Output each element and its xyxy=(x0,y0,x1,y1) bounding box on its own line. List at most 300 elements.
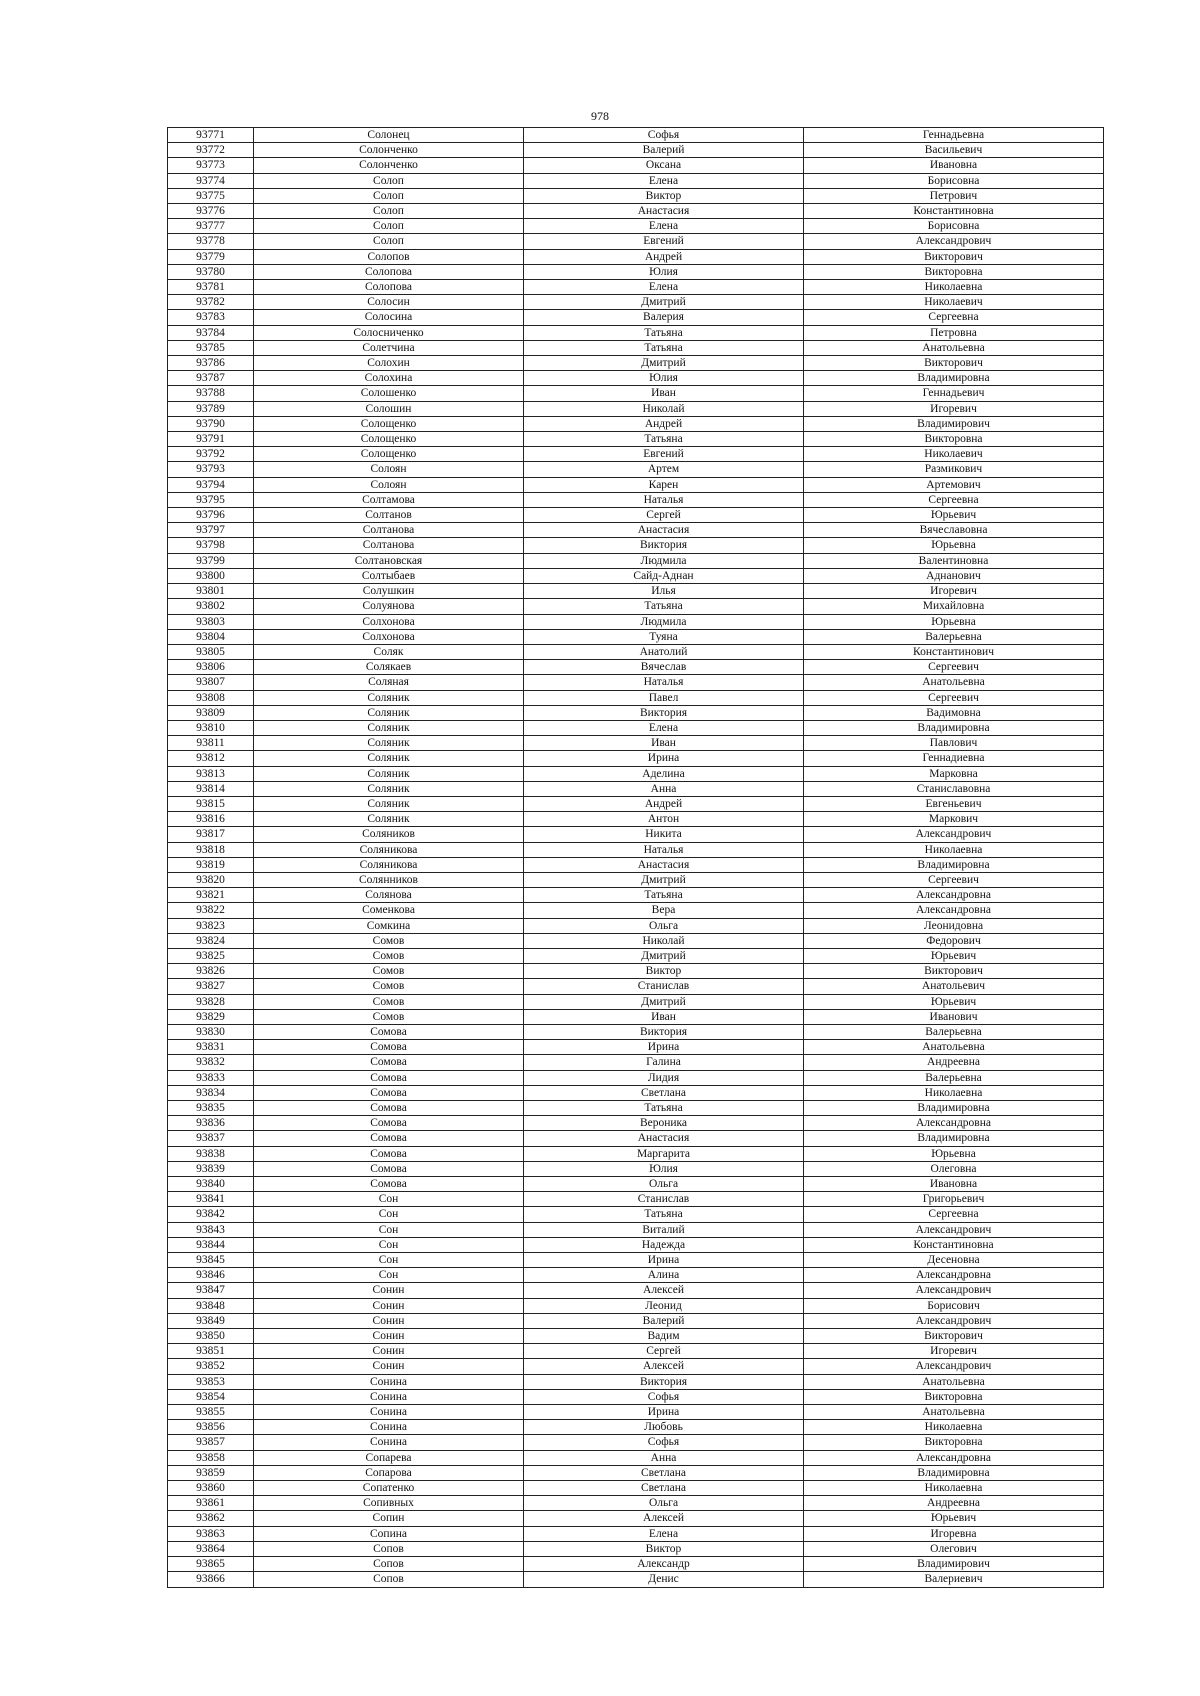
record-number-cell: 93833 xyxy=(168,1070,254,1085)
patronymic-cell: Александрович xyxy=(804,1359,1104,1374)
patronymic-cell: Александровна xyxy=(804,1116,1104,1131)
first-name-cell: Виталий xyxy=(524,1222,804,1237)
table-row xyxy=(168,827,1104,842)
table-row xyxy=(168,416,1104,431)
first-name-cell: Анатолий xyxy=(524,644,804,659)
first-name-cell: Наталья xyxy=(524,675,804,690)
table-row xyxy=(168,204,1104,219)
surname-cell: Соляникова xyxy=(254,857,524,872)
table-row xyxy=(168,143,1104,158)
patronymic-cell: Юрьевич xyxy=(804,948,1104,963)
first-name-cell: Елена xyxy=(524,173,804,188)
patronymic-cell: Валерьевна xyxy=(804,1070,1104,1085)
surname-cell: Соляная xyxy=(254,675,524,690)
patronymic-cell: Валерьевна xyxy=(804,1024,1104,1039)
table-row xyxy=(168,1131,1104,1146)
table-row xyxy=(168,1405,1104,1420)
first-name-cell: Станислав xyxy=(524,979,804,994)
record-number-cell: 93855 xyxy=(168,1405,254,1420)
surname-cell: Сонин xyxy=(254,1344,524,1359)
table-row xyxy=(168,280,1104,295)
patronymic-cell: Викторовна xyxy=(804,1435,1104,1450)
patronymic-cell: Павлович xyxy=(804,736,1104,751)
first-name-cell: Елена xyxy=(524,720,804,735)
patronymic-cell: Станиславовна xyxy=(804,781,1104,796)
surname-cell: Соменкова xyxy=(254,903,524,918)
patronymic-cell: Андреевна xyxy=(804,1496,1104,1511)
surname-cell: Солопова xyxy=(254,280,524,295)
surname-cell: Сопов xyxy=(254,1541,524,1556)
patronymic-cell: Александрович xyxy=(804,1313,1104,1328)
first-name-cell: Андрей xyxy=(524,416,804,431)
surname-cell: Сопина xyxy=(254,1526,524,1541)
first-name-cell: Светлана xyxy=(524,1085,804,1100)
record-number-cell: 93795 xyxy=(168,492,254,507)
first-name-cell: Виктория xyxy=(524,705,804,720)
first-name-cell: Любовь xyxy=(524,1420,804,1435)
record-number-cell: 93852 xyxy=(168,1359,254,1374)
patronymic-cell: Игоревич xyxy=(804,1344,1104,1359)
surname-cell: Сомов xyxy=(254,979,524,994)
record-number-cell: 93790 xyxy=(168,416,254,431)
patronymic-cell: Александровна xyxy=(804,903,1104,918)
record-number-cell: 93801 xyxy=(168,584,254,599)
record-number-cell: 93805 xyxy=(168,644,254,659)
first-name-cell: Александр xyxy=(524,1557,804,1572)
first-name-cell: Николай xyxy=(524,933,804,948)
surname-cell: Соляник xyxy=(254,812,524,827)
surname-cell: Соляник xyxy=(254,766,524,781)
first-name-cell: Светлана xyxy=(524,1481,804,1496)
patronymic-cell: Валентиновна xyxy=(804,553,1104,568)
table-row xyxy=(168,1450,1104,1465)
patronymic-cell: Игоревна xyxy=(804,1526,1104,1541)
table-row xyxy=(168,888,1104,903)
record-number-cell: 93785 xyxy=(168,340,254,355)
first-name-cell: Анастасия xyxy=(524,523,804,538)
surname-cell: Солосниченко xyxy=(254,325,524,340)
record-number-cell: 93828 xyxy=(168,994,254,1009)
table-row xyxy=(168,1557,1104,1572)
patronymic-cell: Николаевна xyxy=(804,842,1104,857)
patronymic-cell: Юрьевич xyxy=(804,994,1104,1009)
first-name-cell: Ирина xyxy=(524,1405,804,1420)
patronymic-cell: Артемович xyxy=(804,477,1104,492)
surname-cell: Солуянова xyxy=(254,599,524,614)
record-number-cell: 93824 xyxy=(168,933,254,948)
table-row xyxy=(168,447,1104,462)
surname-cell: Сопов xyxy=(254,1572,524,1587)
patronymic-cell: Ивановна xyxy=(804,1177,1104,1192)
record-number-cell: 93843 xyxy=(168,1222,254,1237)
table-row xyxy=(168,1359,1104,1374)
surname-cell: Сонин xyxy=(254,1283,524,1298)
patronymic-cell: Игоревич xyxy=(804,584,1104,599)
first-name-cell: Сергей xyxy=(524,508,804,523)
first-name-cell: Ольга xyxy=(524,918,804,933)
record-number-cell: 93834 xyxy=(168,1085,254,1100)
first-name-cell: Виктория xyxy=(524,538,804,553)
record-number-cell: 93830 xyxy=(168,1024,254,1039)
table-row xyxy=(168,1055,1104,1070)
first-name-cell: Вячеслав xyxy=(524,660,804,675)
record-number-cell: 93814 xyxy=(168,781,254,796)
table-row xyxy=(168,629,1104,644)
patronymic-cell: Анатольевна xyxy=(804,1374,1104,1389)
patronymic-cell: Евгеньевич xyxy=(804,796,1104,811)
table-row xyxy=(168,584,1104,599)
record-number-cell: 93792 xyxy=(168,447,254,462)
patronymic-cell: Петрович xyxy=(804,188,1104,203)
record-number-cell: 93866 xyxy=(168,1572,254,1587)
record-number-cell: 93844 xyxy=(168,1237,254,1252)
patronymic-cell: Владимировна xyxy=(804,1101,1104,1116)
patronymic-cell: Леонидовна xyxy=(804,918,1104,933)
first-name-cell: Валерий xyxy=(524,143,804,158)
table-row xyxy=(168,994,1104,1009)
record-number-cell: 93798 xyxy=(168,538,254,553)
table-row xyxy=(168,1572,1104,1587)
table-row xyxy=(168,386,1104,401)
record-number-cell: 93848 xyxy=(168,1298,254,1313)
table-row xyxy=(168,948,1104,963)
table-row xyxy=(168,1009,1104,1024)
record-number-cell: 93786 xyxy=(168,356,254,371)
patronymic-cell: Сергеевна xyxy=(804,1207,1104,1222)
table-row xyxy=(168,933,1104,948)
record-number-cell: 93832 xyxy=(168,1055,254,1070)
surname-cell: Сон xyxy=(254,1222,524,1237)
table-row xyxy=(168,812,1104,827)
table-row xyxy=(168,188,1104,203)
surname-cell: Солтанов xyxy=(254,508,524,523)
first-name-cell: Антон xyxy=(524,812,804,827)
table-row xyxy=(168,1511,1104,1526)
first-name-cell: Никита xyxy=(524,827,804,842)
first-name-cell: Дмитрий xyxy=(524,872,804,887)
record-number-cell: 93794 xyxy=(168,477,254,492)
patronymic-cell: Викторовна xyxy=(804,432,1104,447)
surname-cell: Сомова xyxy=(254,1131,524,1146)
record-number-cell: 93791 xyxy=(168,432,254,447)
patronymic-cell: Александрович xyxy=(804,1283,1104,1298)
table-row xyxy=(168,1070,1104,1085)
first-name-cell: Татьяна xyxy=(524,340,804,355)
table-row xyxy=(168,523,1104,538)
table-row xyxy=(168,568,1104,583)
table-row xyxy=(168,553,1104,568)
record-number-cell: 93771 xyxy=(168,128,254,143)
first-name-cell: Иван xyxy=(524,1009,804,1024)
record-number-cell: 93827 xyxy=(168,979,254,994)
record-number-cell: 93854 xyxy=(168,1389,254,1404)
record-number-cell: 93823 xyxy=(168,918,254,933)
record-number-cell: 93779 xyxy=(168,249,254,264)
table-row xyxy=(168,614,1104,629)
patronymic-cell: Николаевна xyxy=(804,1085,1104,1100)
table-row xyxy=(168,1298,1104,1313)
record-number-cell: 93809 xyxy=(168,705,254,720)
first-name-cell: Валерий xyxy=(524,1313,804,1328)
first-name-cell: Алексей xyxy=(524,1359,804,1374)
first-name-cell: Анастасия xyxy=(524,204,804,219)
patronymic-cell: Александрович xyxy=(804,234,1104,249)
record-number-cell: 93817 xyxy=(168,827,254,842)
surname-cell: Солохин xyxy=(254,356,524,371)
table-row xyxy=(168,644,1104,659)
record-number-cell: 93777 xyxy=(168,219,254,234)
patronymic-cell: Викторович xyxy=(804,356,1104,371)
table-row xyxy=(168,401,1104,416)
patronymic-cell: Васильевич xyxy=(804,143,1104,158)
surname-cell: Солосина xyxy=(254,310,524,325)
table-row xyxy=(168,796,1104,811)
first-name-cell: Татьяна xyxy=(524,1207,804,1222)
first-name-cell: Дмитрий xyxy=(524,295,804,310)
patronymic-cell: Николаевна xyxy=(804,1420,1104,1435)
surname-cell: Сопатенко xyxy=(254,1481,524,1496)
first-name-cell: Илья xyxy=(524,584,804,599)
first-name-cell: Андрей xyxy=(524,249,804,264)
table-row xyxy=(168,781,1104,796)
patronymic-cell: Андреевна xyxy=(804,1055,1104,1070)
table-row xyxy=(168,857,1104,872)
first-name-cell: Николай xyxy=(524,401,804,416)
table-row xyxy=(168,660,1104,675)
patronymic-cell: Владимировна xyxy=(804,857,1104,872)
first-name-cell: Евгений xyxy=(524,447,804,462)
first-name-cell: Светлана xyxy=(524,1465,804,1480)
surname-cell: Сонина xyxy=(254,1389,524,1404)
surname-cell: Сонина xyxy=(254,1374,524,1389)
record-number-cell: 93864 xyxy=(168,1541,254,1556)
record-number-cell: 93865 xyxy=(168,1557,254,1572)
patronymic-cell: Юрьевна xyxy=(804,538,1104,553)
first-name-cell: Софья xyxy=(524,1435,804,1450)
patronymic-cell: Александровна xyxy=(804,1450,1104,1465)
surname-cell: Сопин xyxy=(254,1511,524,1526)
surname-cell: Солоп xyxy=(254,219,524,234)
table-row xyxy=(168,340,1104,355)
first-name-cell: Евгений xyxy=(524,234,804,249)
first-name-cell: Татьяна xyxy=(524,1101,804,1116)
surname-cell: Сон xyxy=(254,1237,524,1252)
surname-cell: Солтанова xyxy=(254,523,524,538)
table-row xyxy=(168,508,1104,523)
patronymic-cell: Федорович xyxy=(804,933,1104,948)
first-name-cell: Алексей xyxy=(524,1283,804,1298)
surname-cell: Соляник xyxy=(254,720,524,735)
surname-cell: Соляник xyxy=(254,690,524,705)
first-name-cell: Сайд-Аднан xyxy=(524,568,804,583)
surname-cell: Сомов xyxy=(254,1009,524,1024)
table-row xyxy=(168,720,1104,735)
first-name-cell: Елена xyxy=(524,280,804,295)
record-number-cell: 93859 xyxy=(168,1465,254,1480)
surname-cell: Сопов xyxy=(254,1557,524,1572)
patronymic-cell: Владимировна xyxy=(804,371,1104,386)
patronymic-cell: Викторович xyxy=(804,249,1104,264)
register-table xyxy=(167,127,1104,1588)
patronymic-cell: Вячеславовна xyxy=(804,523,1104,538)
patronymic-cell: Юрьевич xyxy=(804,1511,1104,1526)
patronymic-cell: Юрьевна xyxy=(804,1146,1104,1161)
table-row xyxy=(168,766,1104,781)
record-number-cell: 93822 xyxy=(168,903,254,918)
surname-cell: Сомова xyxy=(254,1070,524,1085)
record-number-cell: 93813 xyxy=(168,766,254,781)
patronymic-cell: Григорьевич xyxy=(804,1192,1104,1207)
record-number-cell: 93857 xyxy=(168,1435,254,1450)
table-row xyxy=(168,1161,1104,1176)
first-name-cell: Оксана xyxy=(524,158,804,173)
table-row xyxy=(168,1237,1104,1252)
patronymic-cell: Анатольевна xyxy=(804,1040,1104,1055)
patronymic-cell: Викторович xyxy=(804,964,1104,979)
first-name-cell: Татьяна xyxy=(524,599,804,614)
patronymic-cell: Николаевич xyxy=(804,447,1104,462)
patronymic-cell: Александровна xyxy=(804,1268,1104,1283)
record-number-cell: 93784 xyxy=(168,325,254,340)
first-name-cell: Анна xyxy=(524,1450,804,1465)
surname-cell: Солушкин xyxy=(254,584,524,599)
surname-cell: Солощенко xyxy=(254,447,524,462)
record-number-cell: 93856 xyxy=(168,1420,254,1435)
first-name-cell: Анна xyxy=(524,781,804,796)
patronymic-cell: Анатольевич xyxy=(804,979,1104,994)
record-number-cell: 93853 xyxy=(168,1374,254,1389)
record-number-cell: 93826 xyxy=(168,964,254,979)
surname-cell: Сомова xyxy=(254,1161,524,1176)
table-row xyxy=(168,1526,1104,1541)
table-row xyxy=(168,432,1104,447)
record-number-cell: 93850 xyxy=(168,1329,254,1344)
first-name-cell: Софья xyxy=(524,128,804,143)
patronymic-cell: Константиновна xyxy=(804,1237,1104,1252)
surname-cell: Сопивных xyxy=(254,1496,524,1511)
surname-cell: Сомов xyxy=(254,964,524,979)
record-number-cell: 93839 xyxy=(168,1161,254,1176)
patronymic-cell: Геннадиевна xyxy=(804,751,1104,766)
first-name-cell: Елена xyxy=(524,1526,804,1541)
first-name-cell: Юлия xyxy=(524,371,804,386)
first-name-cell: Татьяна xyxy=(524,432,804,447)
record-number-cell: 93808 xyxy=(168,690,254,705)
record-number-cell: 93821 xyxy=(168,888,254,903)
patronymic-cell: Олегович xyxy=(804,1541,1104,1556)
surname-cell: Соляк xyxy=(254,644,524,659)
surname-cell: Солошин xyxy=(254,401,524,416)
first-name-cell: Ирина xyxy=(524,1253,804,1268)
table-row xyxy=(168,1177,1104,1192)
patronymic-cell: Викторовна xyxy=(804,1389,1104,1404)
patronymic-cell: Анатольевна xyxy=(804,675,1104,690)
surname-cell: Солошенко xyxy=(254,386,524,401)
surname-cell: Солхонова xyxy=(254,629,524,644)
patronymic-cell: Сергеевич xyxy=(804,690,1104,705)
record-number-cell: 93829 xyxy=(168,1009,254,1024)
record-number-cell: 93772 xyxy=(168,143,254,158)
first-name-cell: Вадим xyxy=(524,1329,804,1344)
register-body xyxy=(168,128,1104,1588)
first-name-cell: Туяна xyxy=(524,629,804,644)
table-row xyxy=(168,1222,1104,1237)
patronymic-cell: Вадимовна xyxy=(804,705,1104,720)
surname-cell: Солопов xyxy=(254,249,524,264)
surname-cell: Соляник xyxy=(254,781,524,796)
patronymic-cell: Игоревич xyxy=(804,401,1104,416)
table-row xyxy=(168,462,1104,477)
table-row xyxy=(168,1374,1104,1389)
table-row xyxy=(168,918,1104,933)
surname-cell: Солоп xyxy=(254,188,524,203)
first-name-cell: Маргарита xyxy=(524,1146,804,1161)
record-number-cell: 93781 xyxy=(168,280,254,295)
first-name-cell: Вероника xyxy=(524,1116,804,1131)
surname-cell: Сонина xyxy=(254,1420,524,1435)
patronymic-cell: Викторовна xyxy=(804,264,1104,279)
first-name-cell: Иван xyxy=(524,386,804,401)
table-row xyxy=(168,295,1104,310)
table-row xyxy=(168,705,1104,720)
surname-cell: Сон xyxy=(254,1207,524,1222)
first-name-cell: Наталья xyxy=(524,492,804,507)
patronymic-cell: Иванович xyxy=(804,1009,1104,1024)
patronymic-cell: Геннадьевич xyxy=(804,386,1104,401)
table-row xyxy=(168,736,1104,751)
record-number-cell: 93787 xyxy=(168,371,254,386)
first-name-cell: Аделина xyxy=(524,766,804,781)
surname-cell: Сомова xyxy=(254,1085,524,1100)
first-name-cell: Павел xyxy=(524,690,804,705)
record-number-cell: 93816 xyxy=(168,812,254,827)
table-row xyxy=(168,264,1104,279)
surname-cell: Сонин xyxy=(254,1313,524,1328)
surname-cell: Солтановская xyxy=(254,553,524,568)
table-row xyxy=(168,1465,1104,1480)
record-number-cell: 93812 xyxy=(168,751,254,766)
record-number-cell: 93776 xyxy=(168,204,254,219)
first-name-cell: Надежда xyxy=(524,1237,804,1252)
table-row xyxy=(168,1329,1104,1344)
patronymic-cell: Сергеевич xyxy=(804,872,1104,887)
record-number-cell: 93804 xyxy=(168,629,254,644)
first-name-cell: Алина xyxy=(524,1268,804,1283)
surname-cell: Сомов xyxy=(254,948,524,963)
first-name-cell: Юлия xyxy=(524,1161,804,1176)
table-row xyxy=(168,219,1104,234)
first-name-cell: Лидия xyxy=(524,1070,804,1085)
record-number-cell: 93861 xyxy=(168,1496,254,1511)
table-row xyxy=(168,234,1104,249)
surname-cell: Солощенко xyxy=(254,432,524,447)
table-row xyxy=(168,1040,1104,1055)
patronymic-cell: Константиновна xyxy=(804,204,1104,219)
surname-cell: Сомова xyxy=(254,1116,524,1131)
first-name-cell: Леонид xyxy=(524,1298,804,1313)
surname-cell: Сопарова xyxy=(254,1465,524,1480)
first-name-cell: Галина xyxy=(524,1055,804,1070)
first-name-cell: Софья xyxy=(524,1389,804,1404)
record-number-cell: 93807 xyxy=(168,675,254,690)
surname-cell: Солонец xyxy=(254,128,524,143)
table-row xyxy=(168,1541,1104,1556)
patronymic-cell: Размикович xyxy=(804,462,1104,477)
record-number-cell: 93842 xyxy=(168,1207,254,1222)
first-name-cell: Людмила xyxy=(524,614,804,629)
patronymic-cell: Сергеевич xyxy=(804,660,1104,675)
record-number-cell: 93793 xyxy=(168,462,254,477)
